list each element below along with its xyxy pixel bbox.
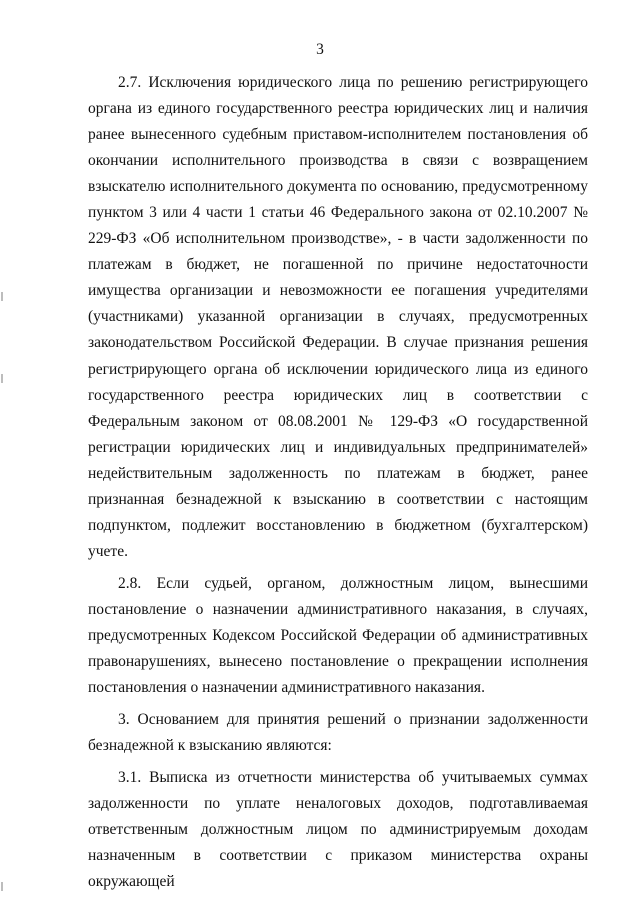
scan-margin-mark bbox=[1, 374, 3, 383]
document-body bbox=[88, 70, 588, 895]
paragraph-2-7: 2.7. Исключения юридического лица по решению регистрирующего органа из единого государственного реестра юридических лиц и наличия ранее вынесенного судебным приставом-исполнителем постановления об окончании исполнительного производства в связи с возвращением взыскателю исполнительного документа по основанию, предусмотренному пунктом 3 или 4 части 1 статьи 46 Федерального закона от 02.10.2007 № 229-ФЗ «Об исполнительном производстве», - в части задолженности по платежам в бюджет, не погашенной по причине недостаточности имущества организации и невозможности ее погашения учредителями (участниками) указанной организации в случаях, предусмотренных законодательством Российской Федерации. В случае признания решения регистрирующего органа об исключении юридического лица из единого государственного реестра юридических лиц в соответствии с Федеральным законом от 08.08.2001 № 129-ФЗ «О государственной регистрации юридических лиц и индивидуальных предпринимателей» недействительным задолженность по платежам в бюджет, ранее признанная безнадежной к взысканию в соответствии с настоящим подпунктом, подлежит восстановлению в бюджетном (бухгалтерском) учете. bbox=[88, 74, 588, 560]
scan-margin-mark bbox=[1, 882, 3, 891]
paragraph-3-1: 3.1. Выписка из отчетности министерства об учитываемых суммах задолженности по уплате неналоговых доходов, подготавливаемая ответственным должностным лицом по администрируемым доходам назначенным в соответствии с приказом министерства охраны окружающей bbox=[88, 769, 588, 891]
page-number: 3 bbox=[316, 41, 324, 58]
paragraph-3: 3. Основанием для принятия решений о признании задолженности безнадежной к взысканию являются: bbox=[88, 711, 588, 755]
paragraph-2-8: 2.8. Если судьей, органом, должностным лицом, вынесшими постановление о назначении административного наказания, в случаях, предусмотренных Кодексом Российской Федерации об административных правонарушениях, вынесено постановление о прекращении исполнения постановления о назначении административного наказания. bbox=[88, 574, 588, 697]
scan-margin-mark bbox=[1, 292, 3, 301]
